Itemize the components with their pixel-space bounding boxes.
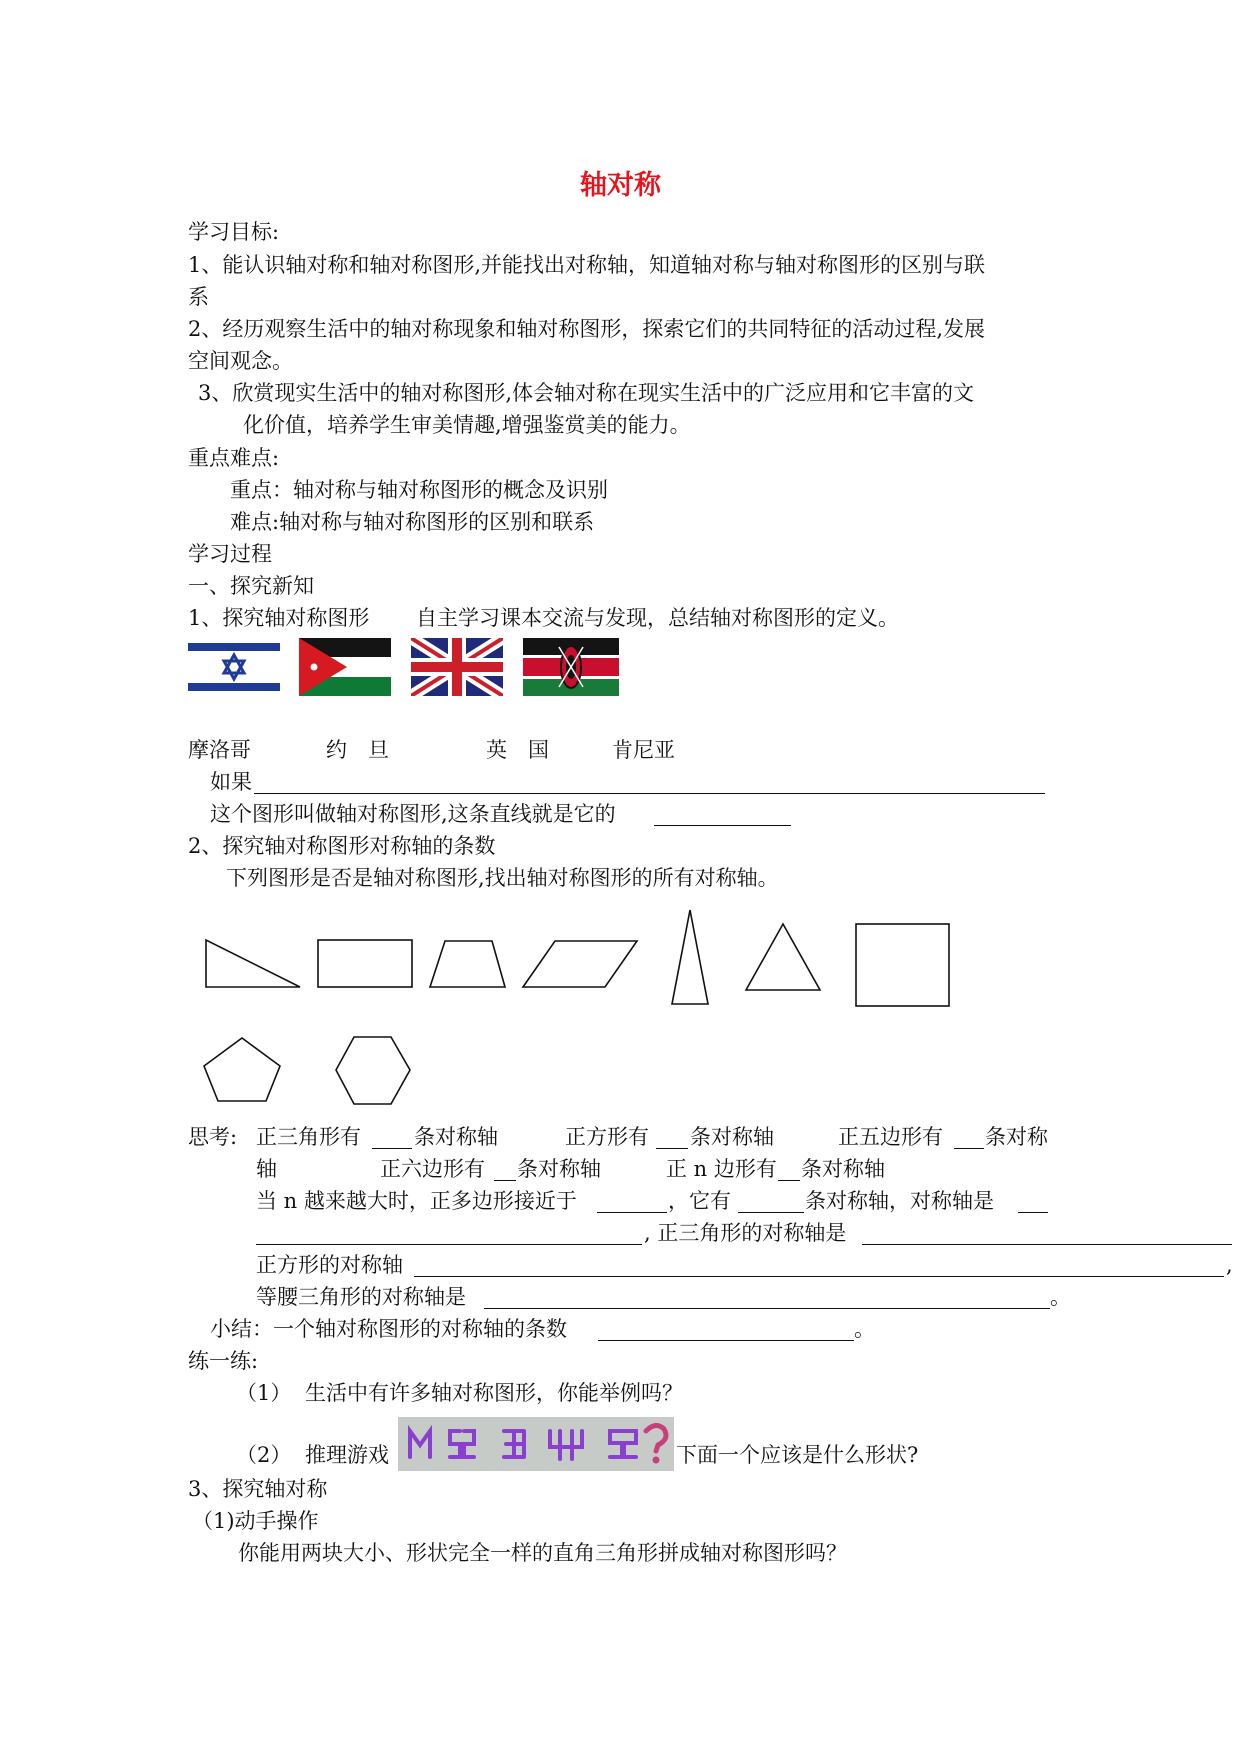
difficult-point: 难点:轴对称与轴对称图形的区别和联系 xyxy=(230,510,595,534)
kenya-flag-image xyxy=(523,638,619,696)
flag-label-morocco: 摩洛哥 xyxy=(188,738,251,762)
section-2-task: 下列图形是否是轴对称图形,找出轴对称图形的所有对称轴。 xyxy=(226,866,779,890)
think-triangle: 正三角形有 xyxy=(256,1125,361,1149)
limit-axis-blank-cont[interactable] xyxy=(256,1244,642,1245)
objective-1-cont: 系 xyxy=(188,285,209,309)
equilateral-triangle-shape xyxy=(746,924,820,990)
limit-shape-blank[interactable] xyxy=(597,1212,667,1213)
uk-flag-image xyxy=(411,638,503,696)
page-title: 轴对称 xyxy=(580,170,661,201)
pentagon-count-blank[interactable] xyxy=(954,1148,984,1149)
hexagon-shape xyxy=(336,1037,410,1104)
think-pentagon-unit: 条对称 xyxy=(985,1125,1048,1149)
square-axis-blank[interactable] xyxy=(414,1276,1224,1277)
square-shape xyxy=(856,924,949,1006)
parallelogram-shape xyxy=(523,941,637,987)
symmetry-puzzle-image xyxy=(398,1417,674,1471)
process-heading: 学习过程 xyxy=(188,542,272,566)
rectangle-shape xyxy=(318,940,412,987)
think-axis-unit-4: 条对称轴 xyxy=(801,1157,885,1181)
think-comma-it: ，它有 xyxy=(668,1189,731,1213)
section-1-task: 自主学习课本交流与发现，总结轴对称图形的定义。 xyxy=(416,606,899,630)
section-2-heading: 2、探究轴对称图形对称轴的条数 xyxy=(188,834,496,858)
definition-text: 这个图形叫做轴对称图形,这条直线就是它的 xyxy=(210,802,616,826)
key-point: 重点：轴对称与轴对称图形的概念及识别 xyxy=(230,478,608,502)
part-1-heading: 一、探究新知 xyxy=(188,574,314,598)
think-ngon: 正 n 边形有 xyxy=(666,1157,777,1181)
practice-q2-number: （2） xyxy=(236,1443,292,1467)
objective-2: 2、经历观察生活中的轴对称现象和轴对称图形，探索它们的共同特征的活动过程,发展 xyxy=(188,317,986,341)
objective-3: 3、欣赏现实生活中的轴对称图形,体会轴对称在现实生活中的广泛应用和它丰富的文 xyxy=(198,381,975,405)
triangle-axis-blank[interactable] xyxy=(862,1244,1232,1245)
think-period: 。 xyxy=(1050,1285,1071,1309)
flag-label-uk: 英 国 xyxy=(486,738,549,762)
jordan-flag-image xyxy=(299,638,391,696)
hexagon-count-blank[interactable] xyxy=(494,1180,516,1181)
think-axis-unit-5: 条对称轴，对称轴是 xyxy=(805,1189,994,1213)
objective-2-cont: 空间观念。 xyxy=(188,349,293,373)
think-axis-unit-3: 条对称轴 xyxy=(517,1157,601,1181)
think-n-grow: 当 n 越来越大时，正多边形接近于 xyxy=(256,1189,577,1213)
right-triangle-shape xyxy=(206,940,300,987)
practice-q2-after: 下面一个应该是什么形状? xyxy=(676,1443,919,1467)
square-count-blank[interactable] xyxy=(656,1148,688,1149)
objectives-heading: 学习目标: xyxy=(188,220,280,244)
objective-3-cont: 化价值，培养学生审美情趣,增强鉴赏美的能力。 xyxy=(243,413,691,437)
section-3-sub: （1)动手操作 xyxy=(192,1509,319,1533)
israel-flag-image xyxy=(188,638,280,696)
if-text: 如果 xyxy=(210,770,252,794)
pentagon-shape xyxy=(204,1038,280,1101)
objective-1: 1、能认识轴对称和轴对称图形,并能找出对称轴，知道轴对称与轴对称图形的区别与联 xyxy=(188,253,986,277)
triangle-count-blank[interactable] xyxy=(372,1148,412,1149)
practice-heading: 练一练: xyxy=(188,1349,259,1373)
section-1-heading: 1、探究轴对称图形 xyxy=(188,606,370,630)
think-pentagon: 正五边形有 xyxy=(838,1125,943,1149)
practice-q1: 生活中有许多轴对称图形，你能举例吗？ xyxy=(305,1381,683,1405)
flag-label-jordan: 约 旦 xyxy=(326,738,389,762)
think-square-axis: 正方形的对称轴 xyxy=(256,1253,403,1277)
keypoints-heading: 重点难点: xyxy=(188,446,280,470)
summary-blank[interactable] xyxy=(598,1340,854,1341)
think-axis-unit-1: 条对称轴 xyxy=(414,1125,498,1149)
isosceles-triangle-shape xyxy=(672,910,708,1004)
think-square: 正方形有 xyxy=(565,1125,649,1149)
think-axis-char: 轴 xyxy=(256,1157,277,1181)
think-prefix: 思考: xyxy=(188,1125,238,1149)
flag-label-kenya: 肯尼亚 xyxy=(612,738,675,762)
think-hexagon: 正六边形有 xyxy=(380,1157,485,1181)
summary-text: 小结：一个轴对称图形的对称轴的条数 xyxy=(210,1317,567,1341)
practice-q2: 推理游戏 xyxy=(305,1443,389,1467)
ngon-count-blank[interactable] xyxy=(778,1180,800,1181)
definition-blank[interactable] xyxy=(254,793,1045,794)
limit-axis-blank[interactable] xyxy=(1018,1212,1048,1213)
isosceles-axis-blank[interactable] xyxy=(484,1308,1050,1309)
think-triangle-axis: , 正三角形的对称轴是 xyxy=(644,1221,847,1245)
axis-blank[interactable] xyxy=(654,825,791,826)
section-3-heading: 3、探究轴对称 xyxy=(188,1477,328,1501)
trapezoid-shape xyxy=(430,941,505,987)
section-3-question: 你能用两块大小、形状完全一样的直角三角形拼成轴对称图形吗？ xyxy=(238,1541,847,1565)
think-axis-unit-2: 条对称轴 xyxy=(690,1125,774,1149)
practice-q1-number: （1） xyxy=(236,1381,292,1405)
think-isosceles-axis: 等腰三角形的对称轴是 xyxy=(256,1285,466,1309)
think-comma: , xyxy=(1226,1253,1233,1277)
limit-axis-count-blank[interactable] xyxy=(738,1212,804,1213)
summary-period: 。 xyxy=(854,1317,875,1341)
